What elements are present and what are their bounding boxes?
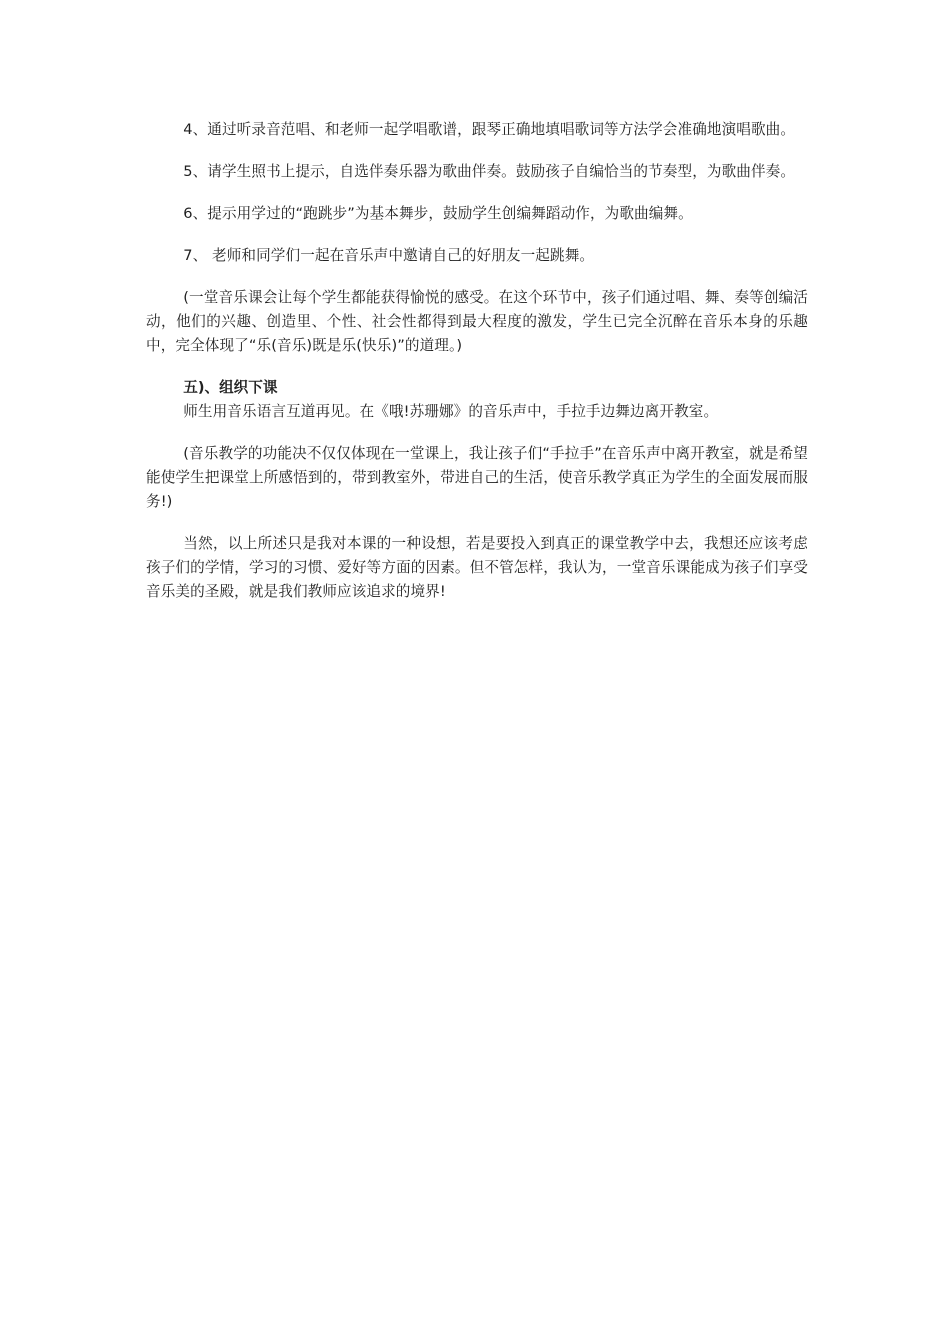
- section-5-heading: 五)、组织下课: [183, 379, 278, 396]
- step-5-paragraph: 5、请学生照书上提示，自选伴奏乐器为歌曲伴奏。鼓励孩子自编恰当的节奏型，为歌曲伴奏。: [183, 163, 796, 180]
- conclusion-paragraph: 当然，以上所述只是我对本课的一种设想，若是要投入到真正的课堂教学中去，我想还应该考虑孩子们的学情，学习的习惯、爱好等方面的因素。但不管怎样，我认为，一堂音乐课能成为孩子们享受音乐美的圣殿，就是我们教师应该追求的境界!: [146, 535, 808, 600]
- section-5-body: 师生用音乐语言互道再见。在《哦!苏珊娜》的音乐声中，手拉手边舞边离开教室。: [183, 403, 719, 420]
- reflection-note-1: (一堂音乐课会让每个学生都能获得愉悦的感受。在这个环节中，孩子们通过唱、舞、奏等创编活动，他们的兴趣、创造里、个性、社会性都得到最大程度的激发，学生已完全沉醉在音乐本身的乐趣中，完全体现了“乐(音乐)既是乐(快乐)”的道理。): [146, 289, 808, 354]
- document-page: [146, 118, 808, 604]
- reflection-note-2: (音乐教学的功能决不仅仅体现在一堂课上，我让孩子们“手拉手”在音乐声中离开教室，就是希望能使学生把课堂上所感悟到的，带到教室外，带进自己的生活，使音乐教学真正为学生的全面发展而服务!): [146, 445, 808, 510]
- step-7-paragraph: 7、 老师和同学们一起在音乐声中邀请自己的好朋友一起跳舞。: [183, 247, 595, 264]
- step-4-paragraph: 4、通过听录音范唱、和老师一起学唱歌谱，跟琴正确地填唱歌词等方法学会准确地演唱歌曲。: [183, 121, 796, 138]
- step-6-paragraph: 6、提示用学过的“跑跳步”为基本舞步，鼓励学生创编舞蹈动作，为歌曲编舞。: [183, 205, 693, 222]
